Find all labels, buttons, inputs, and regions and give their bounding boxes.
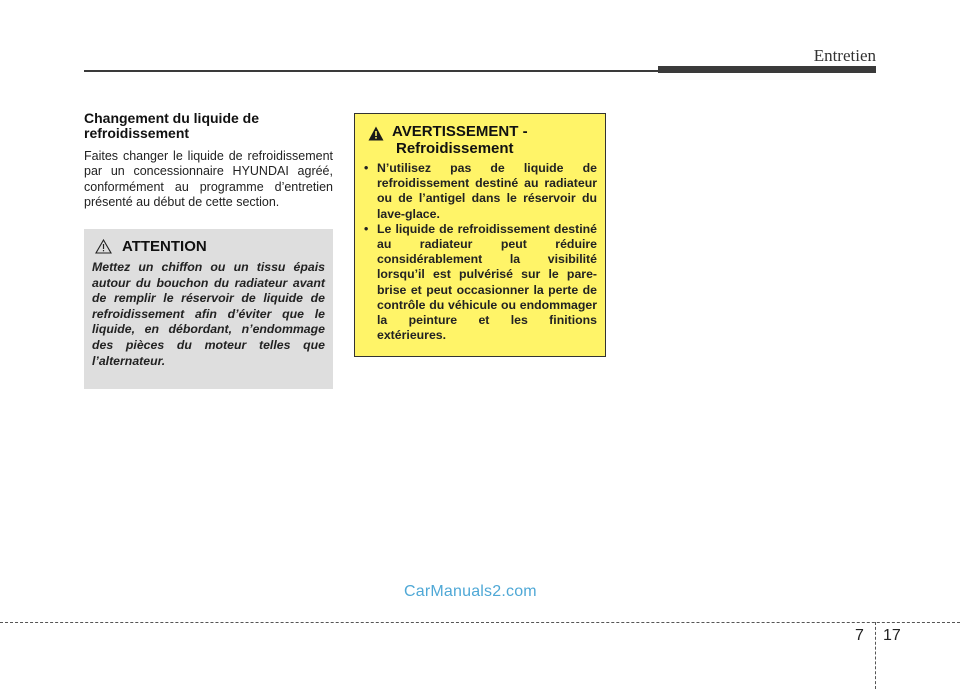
chapter-number: 7 (855, 627, 864, 644)
warning-item-text: N’utilisez pas de liquide de refroidissement destiné au radiateur ou de l’antigel dans le réservoir du lave-glace. (377, 161, 597, 221)
body-paragraph: Faites changer le liquide de refroidissement par un concessionnaire HYUNDAI agréé, conformément au programme d’entretien présenté au début de cette section. (84, 149, 333, 210)
header-rule-accent (658, 66, 876, 73)
warning-title-line1: AVERTISSEMENT - (392, 123, 528, 140)
bullet: • (364, 221, 369, 236)
warning-list (363, 161, 597, 343)
warning-triangle-filled-icon (368, 126, 384, 141)
warning-item (363, 161, 597, 222)
attention-box (84, 229, 333, 389)
attention-header (95, 238, 325, 256)
attention-text: Mettez un chiffon ou un tissu épais autour du bouchon du radiateur avant de remplir le réservoir de liquide de refroidissement afin d’éviter que le liquide, en débordant, n’endommage des pièces du moteur telles que l’alternateur. (92, 260, 325, 368)
main-content (84, 111, 333, 211)
warning-box (354, 113, 606, 357)
page-number: 17 (883, 627, 901, 644)
warning-title-line2: Refroidissement (396, 140, 514, 157)
warning-header (368, 123, 597, 157)
warning-title (392, 123, 528, 157)
bullet: • (364, 161, 369, 175)
warning-triangle-outline-icon (95, 239, 112, 254)
warning-item (363, 222, 597, 344)
page-divider (875, 622, 876, 689)
attention-title: ATTENTION (122, 238, 207, 255)
watermark-link[interactable]: CarManuals2.com (404, 583, 537, 600)
section-title: Entretien (813, 46, 876, 65)
subheading: Changement du liquide de refroidissement (84, 110, 260, 141)
footer-rule (0, 622, 960, 623)
warning-item-text: Le liquide de refroidissement destiné au radiateur peut réduire considérablement la visibilité lorsqu’il est pulvérisé sur le pare-brise et peut occasionner la perte de contrôle du véhicule ou endommager la peinture et les finitions extérieures. (377, 221, 597, 343)
header-rule (84, 70, 660, 72)
